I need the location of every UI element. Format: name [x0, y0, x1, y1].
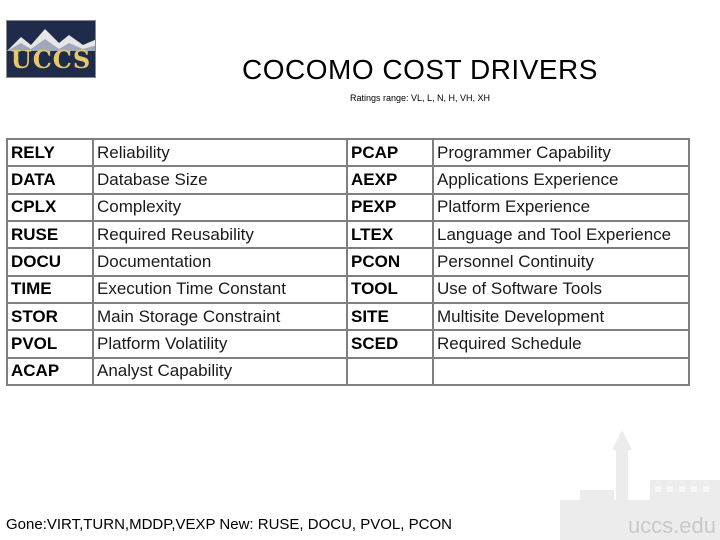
table-row	[7, 276, 689, 303]
table-row	[7, 248, 689, 275]
table-row	[7, 221, 689, 248]
footer-note: Gone:VIRT,TURN,MDDP,VEXP New: RUSE, DOCU, PVOL, PCON	[6, 516, 452, 533]
uccs-logo	[6, 20, 96, 78]
driver-name: Language and Tool Experience	[433, 221, 689, 248]
driver-code: TOOL	[347, 276, 433, 303]
driver-name: Platform Experience	[433, 194, 689, 221]
driver-code: SCED	[347, 330, 433, 357]
driver-code	[347, 358, 433, 385]
driver-name: Database Size	[93, 166, 347, 193]
driver-name: Main Storage Constraint	[93, 303, 347, 330]
driver-name	[433, 358, 689, 385]
driver-name: Reliability	[93, 139, 347, 166]
table-row	[7, 166, 689, 193]
driver-name: Programmer Capability	[433, 139, 689, 166]
cost-drivers-table	[6, 138, 690, 386]
driver-code: PCON	[347, 248, 433, 275]
watermark-url: uccs.edu	[627, 513, 716, 538]
logo-text: UCCS	[10, 45, 92, 74]
driver-name: Documentation	[93, 248, 347, 275]
driver-code: SITE	[347, 303, 433, 330]
table-row	[7, 194, 689, 221]
driver-code: ACAP	[7, 358, 93, 385]
driver-code: PVOL	[7, 330, 93, 357]
driver-name: Multisite Development	[433, 303, 689, 330]
driver-code: PCAP	[347, 139, 433, 166]
table-row	[7, 139, 689, 166]
driver-code: TIME	[7, 276, 93, 303]
driver-name: Analyst Capability	[93, 358, 347, 385]
driver-code: DOCU	[7, 248, 93, 275]
driver-name: Required Schedule	[433, 330, 689, 357]
driver-code: STOR	[7, 303, 93, 330]
ratings-range: Ratings range: VL, L, N, H, VH, XH	[349, 93, 491, 103]
table-row	[7, 330, 689, 357]
driver-code: RELY	[7, 139, 93, 166]
driver-code: CPLX	[7, 194, 93, 221]
driver-name: Complexity	[93, 194, 347, 221]
table-row	[7, 303, 689, 330]
driver-code: LTEX	[347, 221, 433, 248]
driver-name: Use of Software Tools	[433, 276, 689, 303]
driver-name: Execution Time Constant	[93, 276, 347, 303]
driver-code: DATA	[7, 166, 93, 193]
table-row	[7, 358, 689, 385]
driver-code: AEXP	[347, 166, 433, 193]
driver-name: Personnel Continuity	[433, 248, 689, 275]
driver-code: PEXP	[347, 194, 433, 221]
driver-name: Required Reusability	[93, 221, 347, 248]
driver-name: Applications Experience	[433, 166, 689, 193]
driver-code: RUSE	[7, 221, 93, 248]
driver-name: Platform Volatility	[93, 330, 347, 357]
page-title: COCOMO COST DRIVERS	[242, 54, 598, 85]
